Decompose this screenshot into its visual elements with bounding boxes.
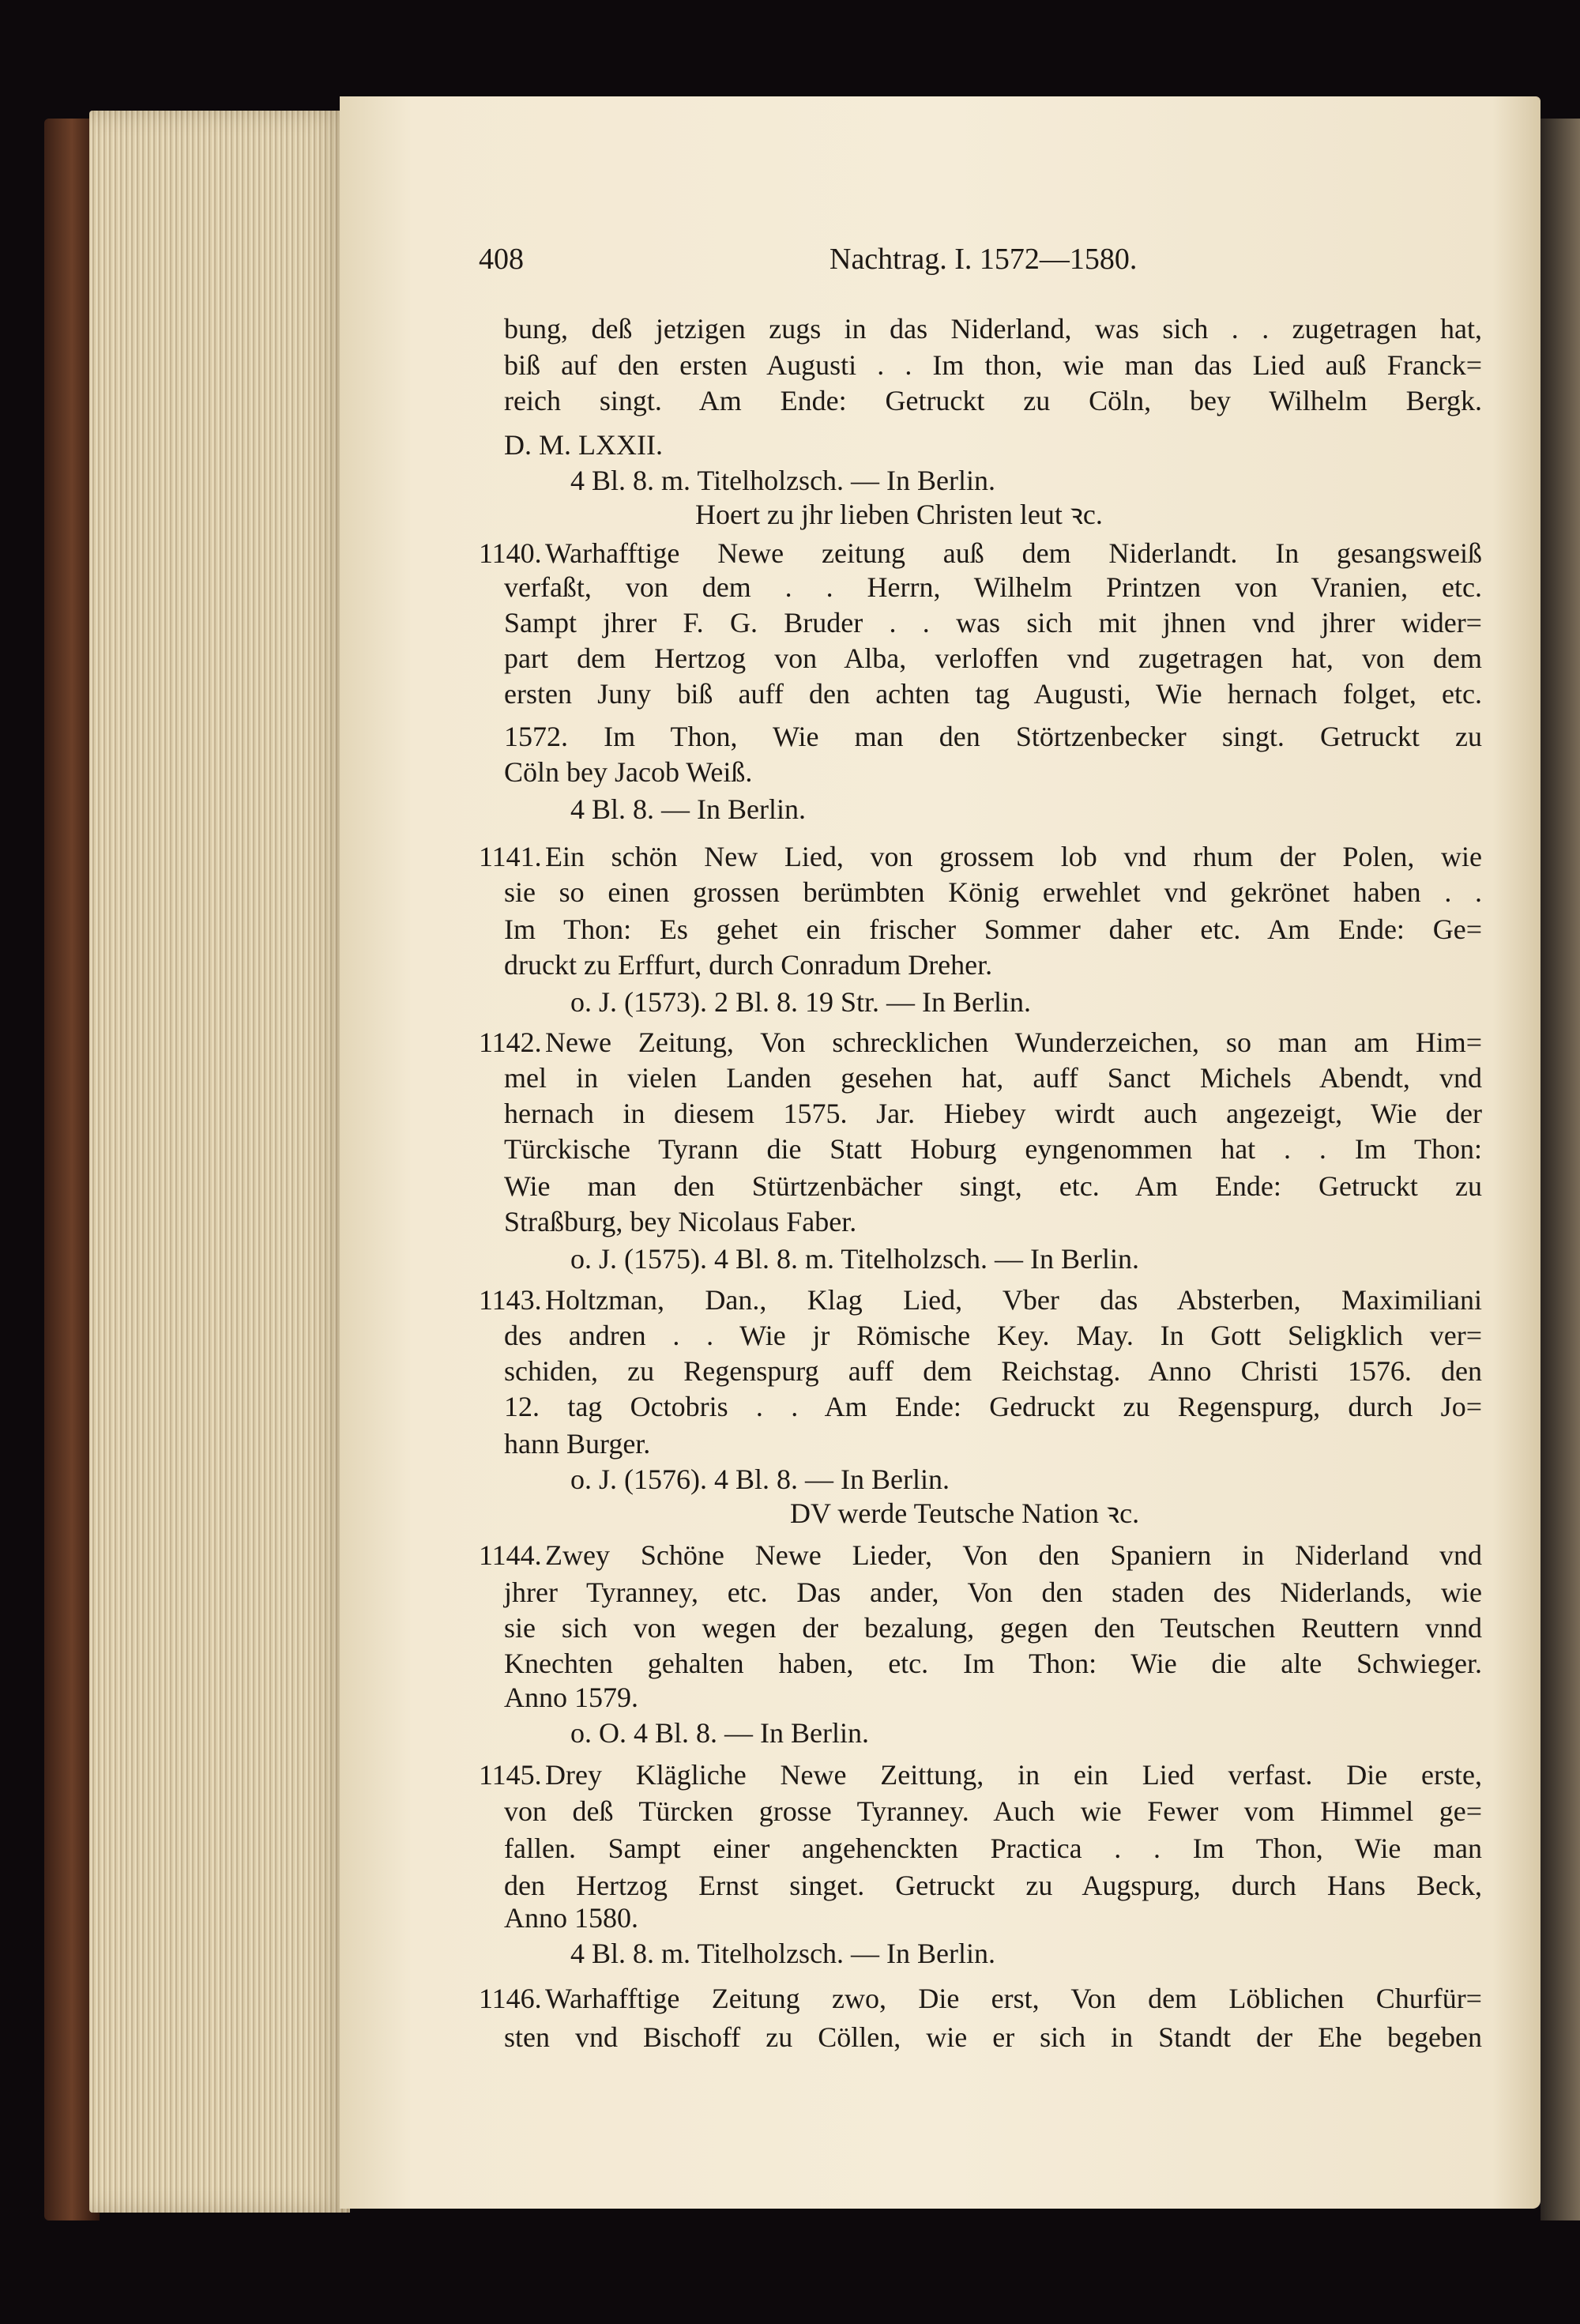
entry-collation-note: 4 Bl. 8. — In Berlin. (570, 793, 806, 825)
entry-number: 1144. (479, 1539, 542, 1571)
entry-text-line: D. M. LXXII. (504, 429, 663, 461)
entry-text-line: Knechten gehalten haben, etc. Im Thon: Wie die alte Schwieger. (504, 1648, 1482, 1679)
entry-text-line: Straßburg, bey Nicolaus Faber. (504, 1206, 857, 1237)
entry-collation-note: o. J. (1575). 4 Bl. 8. m. Titelholzsch. — In Berlin. (570, 1243, 1139, 1275)
entry-text-line: ersten Juny biß auff den achten tag Augusti, Wie hernach folget, etc. (504, 678, 1482, 710)
entry-text-line: sie sich von wegen der bezalung, gegen den Teutschen Reuttern vnnd (504, 1612, 1482, 1644)
entry-number: 1142. (479, 1026, 542, 1058)
entry-collation-note: o. J. (1573). 2 Bl. 8. 19 Str. — In Berlin. (570, 986, 1031, 1018)
entry-text-line: den Hertzog Ernst singet. Getruckt zu Augspurg, durch Hans Beck, (504, 1870, 1482, 1901)
entry-number: 1143. (479, 1284, 542, 1316)
entry-number: 1141. (479, 841, 542, 872)
page-number: 408 (479, 243, 524, 276)
running-title: Nachtrag. I. 1572—1580. (830, 243, 1138, 276)
facing-page-edge (1540, 119, 1580, 2220)
entry-text-line: von deß Türcken grosse Tyranney. Auch wie Fewer vom Himmel ge= (504, 1795, 1482, 1827)
entry-text-line: Anno 1580. (504, 1902, 638, 1934)
entry-number: 1146. (479, 1983, 542, 2014)
entry-text-line: sie so einen grossen berümbten König erwehlet vnd gekrönet haben . . (504, 876, 1482, 908)
page-edges-stack (89, 111, 350, 2213)
entry-text-line: Sampt jhrer F. G. Bruder . . was sich mit jhnen vnd jhrer wider= (504, 607, 1482, 638)
entry-text-line: Newe Zeitung, Von schrecklichen Wunderzeichen, so man am Him= (545, 1026, 1482, 1058)
entry-text-line: fallen. Sampt einer angehenckten Practica . . Im Thon, Wie man (504, 1832, 1482, 1864)
entry-text-line: reich singt. Am Ende: Getruckt zu Cöln, bey Wilhelm Bergk. (504, 385, 1482, 416)
entry-text-line: des andren . . Wie jr Römische Key. May. In Gott Seligklich ver= (504, 1320, 1482, 1351)
entry-collation-note: o. O. 4 Bl. 8. — In Berlin. (570, 1717, 869, 1749)
entry-text-line: verfaßt, von dem . . Herrn, Wilhelm Printzen von Vranien, etc. (504, 571, 1482, 603)
entry-text-line: Warhafftige Zeitung zwo, Die erst, Von dem Löblichen Churfür= (545, 1983, 1482, 2014)
entry-text-line: hann Burger. (504, 1428, 651, 1460)
entry-text-line: Drey Klägliche Newe Zeittung, in ein Lied verfast. Die erste, (545, 1759, 1482, 1791)
entry-text-line: biß auf den ersten Augusti . . Im thon, wie man das Lied auß Franck= (504, 349, 1482, 381)
entry-text-line: Ein schön New Lied, von grossem lob vnd rhum der Polen, wie (545, 841, 1482, 872)
entry-text-line: Anno 1579. (504, 1682, 638, 1713)
entry-text-line: Im Thon: Es gehet ein frischer Sommer daher etc. Am Ende: Ge= (504, 913, 1482, 945)
entry-text-line: Zwey Schöne Newe Lieder, Von den Spaniern in Niderland vnd (545, 1539, 1482, 1571)
entry-text-line: druckt zu Erffurt, durch Conradum Dreher. (504, 949, 993, 981)
entry-collation-note: o. J. (1576). 4 Bl. 8. — In Berlin. (570, 1463, 950, 1495)
entry-collation-note: 4 Bl. 8. m. Titelholzsch. — In Berlin. (570, 1938, 996, 1969)
entry-text-line: 12. tag Octobris . . Am Ende: Gedruckt zu Regenspurg, durch Jo= (504, 1391, 1482, 1422)
entry-text-line: Holtzman, Dan., Klag Lied, Vber das Absterben, Maximiliani (545, 1284, 1482, 1316)
entry-text-line: schiden, zu Regenspurg auff dem Reichstag. Anno Christi 1576. den (504, 1355, 1482, 1387)
entry-text-line: Türckische Tyrann die Statt Hoburg eyngenommen hat . . Im Thon: (504, 1133, 1482, 1165)
entry-text-line: Warhafftige Newe zeitung auß dem Niderlandt. In gesangsweiß (545, 537, 1482, 569)
entry-text-line: sten vnd Bischoff zu Cöllen, wie er sich in Standt der Ehe begeben (504, 2021, 1482, 2053)
entry-number: 1140. (479, 537, 542, 569)
entry-number: 1145. (479, 1759, 542, 1791)
entry-collation-note: 4 Bl. 8. m. Titelholzsch. — In Berlin. (570, 465, 996, 496)
entry-text-line: part dem Hertzog von Alba, verloffen vnd zugetragen hat, von dem (504, 642, 1482, 674)
entry-text-line: mel in vielen Landen gesehen hat, auff Sanct Michels Abendt, vnd (504, 1062, 1482, 1094)
entry-text-line: jhrer Tyranney, etc. Das ander, Von den staden des Niderlands, wie (504, 1576, 1482, 1608)
entry-incipit: Hoert zu jhr lieben Christen leut ꝛc. (695, 499, 1103, 530)
entry-text-line: hernach in diesem 1575. Jar. Hiebey wirdt auch angezeigt, Wie der (504, 1098, 1482, 1129)
entry-text-line: Cöln bey Jacob Weiß. (504, 756, 753, 788)
entry-text-line: Wie man den Stürtzenbächer singt, etc. Am Ende: Getruckt zu (504, 1170, 1482, 1202)
entry-text-line: 1572. Im Thon, Wie man den Störtzenbecker singt. Getruckt zu (504, 721, 1482, 752)
entry-text-line: bung, deß jetzigen zugs in das Niderland, was sich . . zugetragen hat, (504, 313, 1482, 345)
entry-incipit: DV werde Teutsche Nation ꝛc. (790, 1497, 1140, 1529)
